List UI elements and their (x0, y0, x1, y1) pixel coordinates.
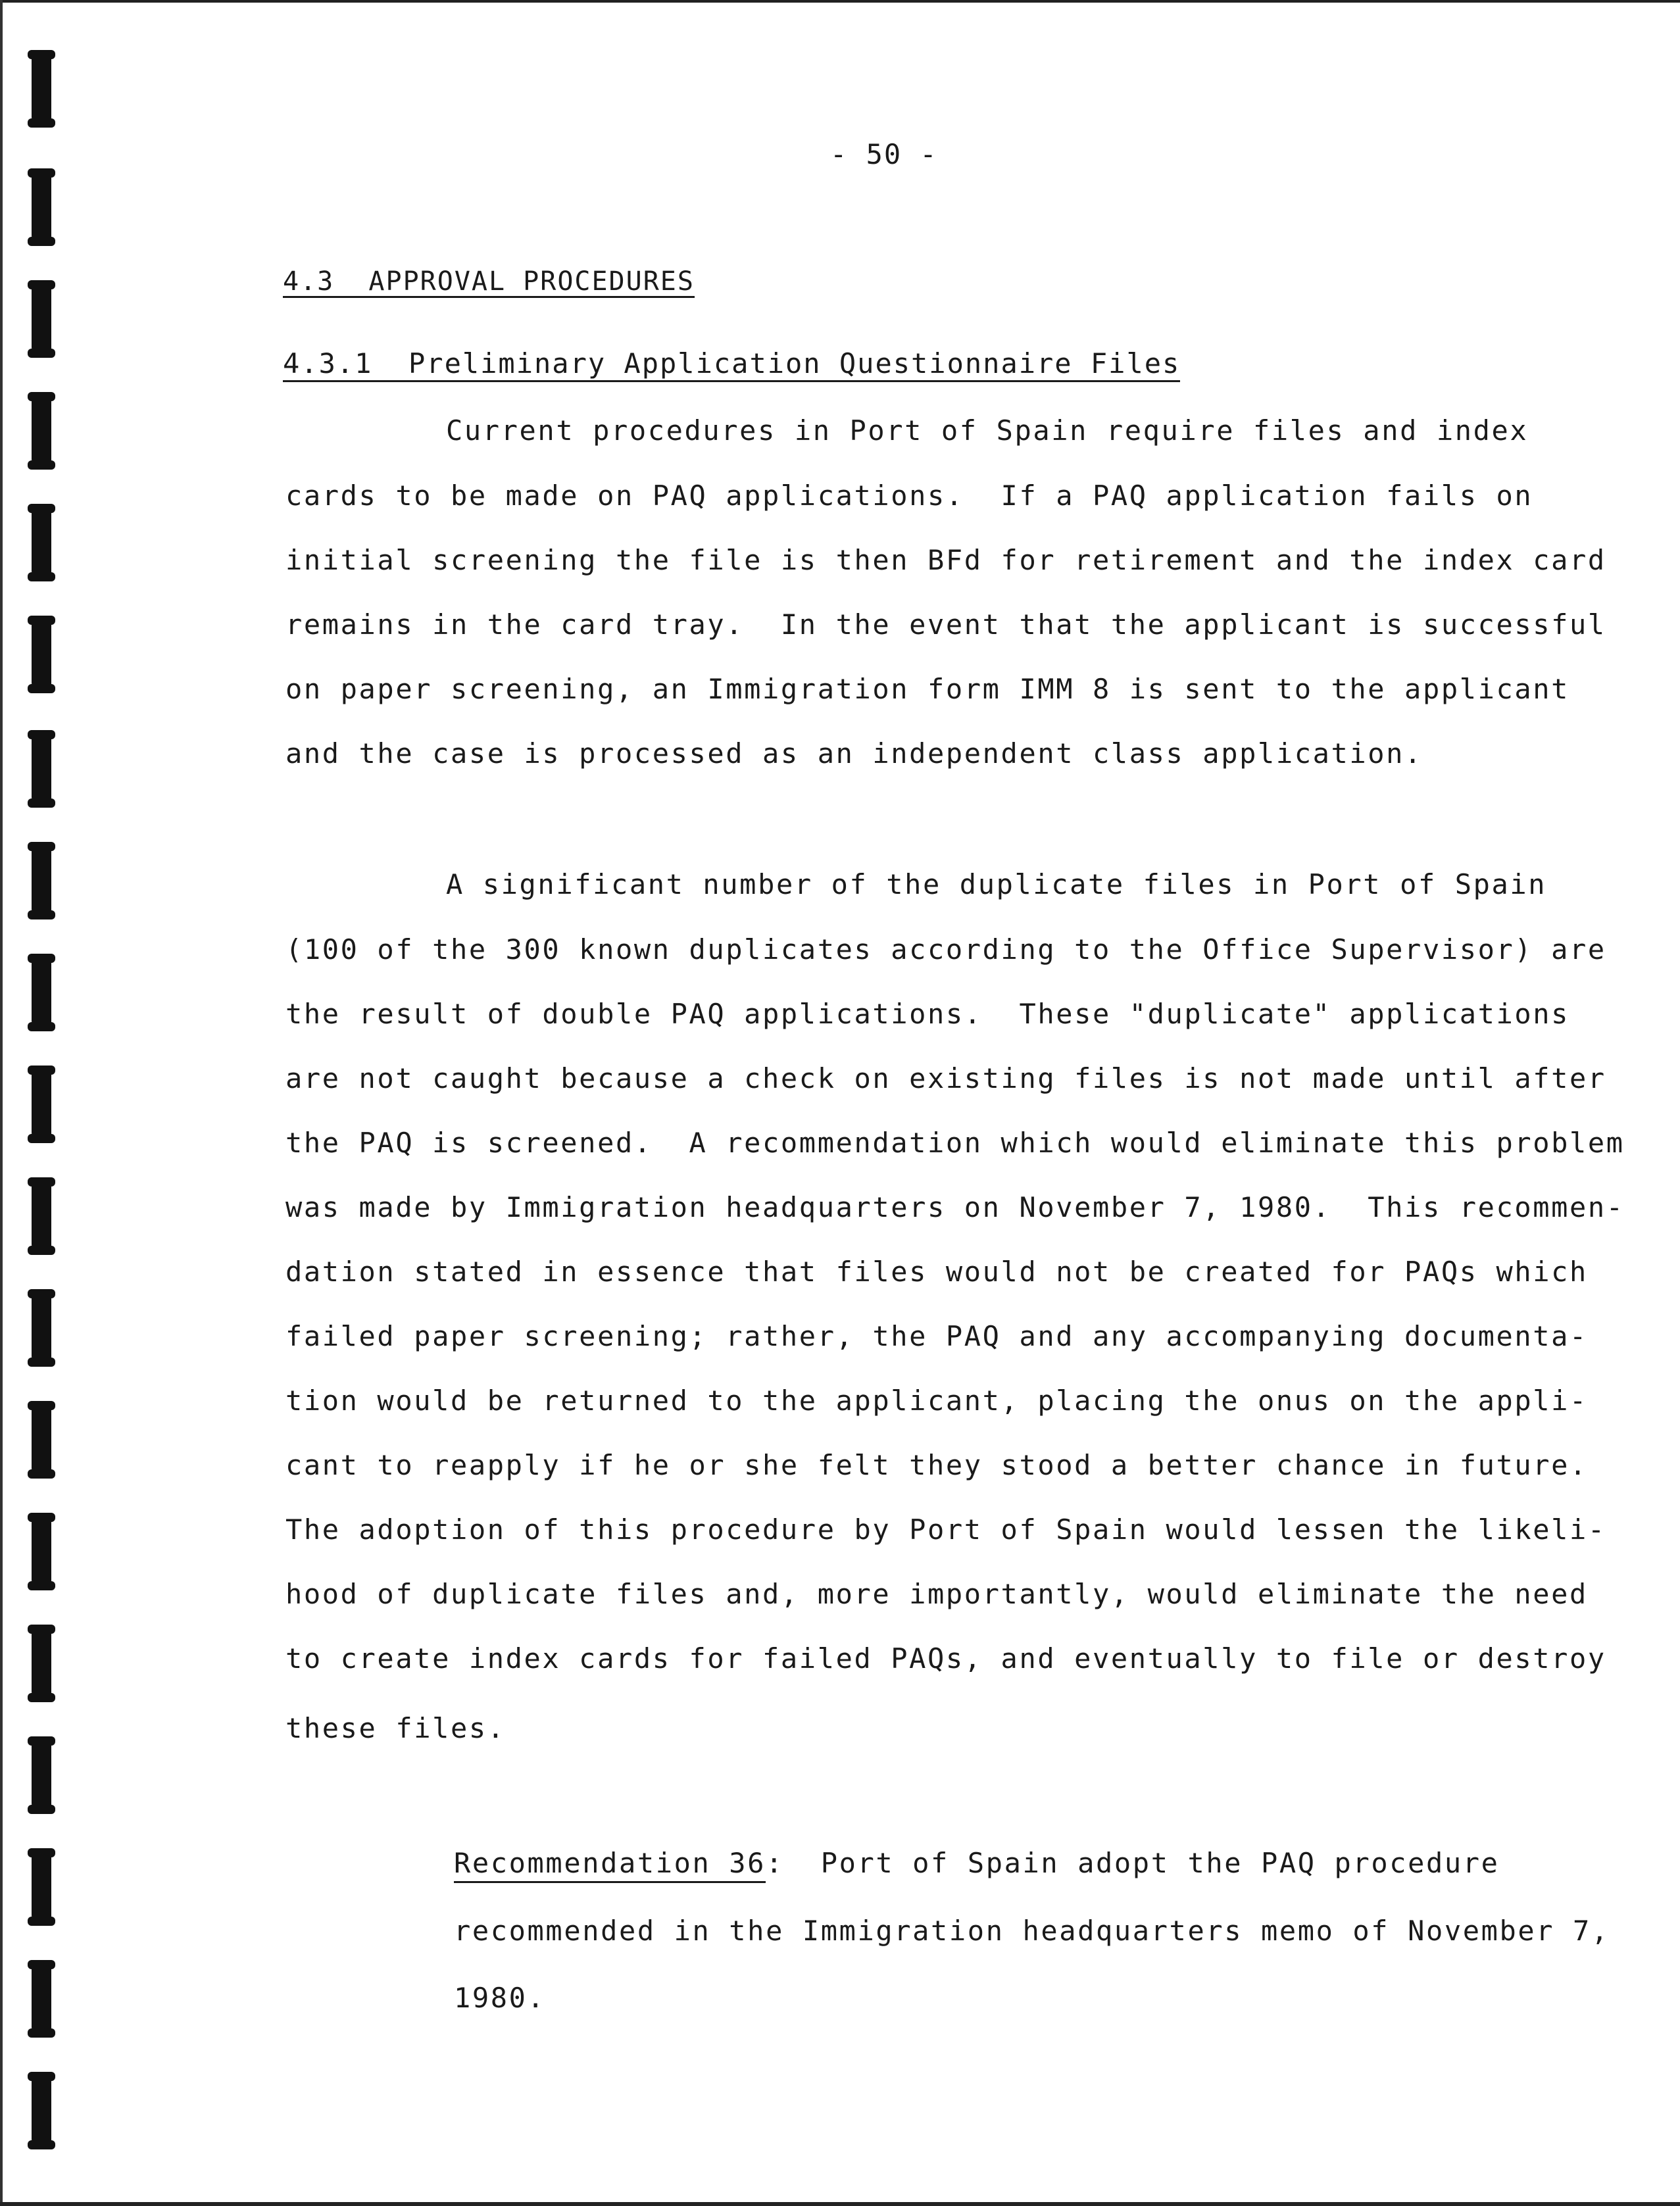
recommendation-line: 1980. (454, 1982, 546, 2014)
recommendation-label: Recommendation 36 (454, 1847, 766, 1883)
binding-hole (32, 1848, 51, 1926)
paragraph-2-line: cant to reapply if he or she felt they stood a better chance in future. (285, 1449, 1588, 1481)
binding-hole (32, 730, 51, 808)
paragraph-2-line: was made by Immigration headquarters on November 7, 1980. This recommen- (285, 1191, 1625, 1223)
recommendation-colon: : (766, 1847, 784, 1879)
paragraph-1-line: initial screening the file is then BFd for retirement and the index card (285, 544, 1606, 576)
paragraph-1-line: cards to be made on PAQ applications. If a PAQ application fails on (285, 479, 1533, 512)
binding-hole (32, 168, 51, 246)
page-edge-bottom (0, 2202, 1680, 2206)
paragraph-2-line: the result of double PAQ applications. These "duplicate" applications (285, 998, 1570, 1030)
binding-hole (32, 504, 51, 581)
paragraph-1-line: on paper screening, an Immigration form IMM 8 is sent to the applicant (285, 673, 1570, 705)
paragraph-2-line: are not caught because a check on existing files is not made until after (285, 1062, 1606, 1094)
paragraph-1-line: Current procedures in Port of Spain require files and index (446, 414, 1529, 447)
binding-holes (22, 39, 75, 2184)
paragraph-2-line: A significant number of the duplicate files in Port of Spain (446, 868, 1547, 900)
binding-hole (32, 2072, 51, 2149)
paragraph-2-line: to create index cards for failed PAQs, and eventually to file or destroy (285, 1642, 1606, 1675)
subsection-heading: 4.3.1 Preliminary Application Questionnaire Files (283, 350, 1180, 382)
binding-hole (32, 1960, 51, 2038)
recommendation-first-line (454, 1847, 1500, 1879)
binding-hole (32, 392, 51, 470)
paragraph-2-line: the PAQ is screened. A recommendation which would eliminate this problem (285, 1127, 1625, 1159)
binding-hole (32, 1625, 51, 1702)
recommendation-line: Port of Spain adopt the PAQ procedure (783, 1847, 1500, 1879)
paragraph-2-line: tion would be returned to the applicant, placing the onus on the appli- (285, 1385, 1588, 1417)
recommendation-line: recommended in the Immigration headquarters memo of November 7, (454, 1915, 1610, 1947)
binding-hole (32, 50, 51, 128)
binding-hole (32, 842, 51, 919)
binding-hole (32, 1289, 51, 1367)
binding-hole (32, 1066, 51, 1143)
binding-hole (32, 1177, 51, 1255)
binding-hole (32, 954, 51, 1031)
binding-hole (32, 1401, 51, 1479)
paragraph-2-line: hood of duplicate files and, more importantly, would eliminate the need (285, 1578, 1588, 1610)
binding-hole (32, 616, 51, 693)
binding-hole (32, 1736, 51, 1814)
page-number: - 50 - (830, 138, 938, 170)
paragraph-2-line: (100 of the 300 known duplicates according to the Office Supervisor) are (285, 933, 1606, 966)
paragraph-2-line: The adoption of this procedure by Port of Spain would lessen the likeli- (285, 1513, 1606, 1546)
paragraph-2-line: dation stated in essence that files would not be created for PAQs which (285, 1256, 1588, 1288)
page-edge-top (0, 0, 1680, 3)
paragraph-2-line: failed paper screening; rather, the PAQ and any accompanying documenta- (285, 1320, 1588, 1352)
paragraph-1-line: remains in the card tray. In the event that the applicant is successful (285, 608, 1606, 641)
page-edge-left (0, 0, 3, 2206)
binding-hole (32, 1513, 51, 1590)
binding-hole (32, 280, 51, 358)
section-heading: 4.3 APPROVAL PROCEDURES (283, 266, 695, 297)
paragraph-2-line: these files. (285, 1712, 506, 1744)
paragraph-1-line: and the case is processed as an independent class application. (285, 737, 1423, 770)
